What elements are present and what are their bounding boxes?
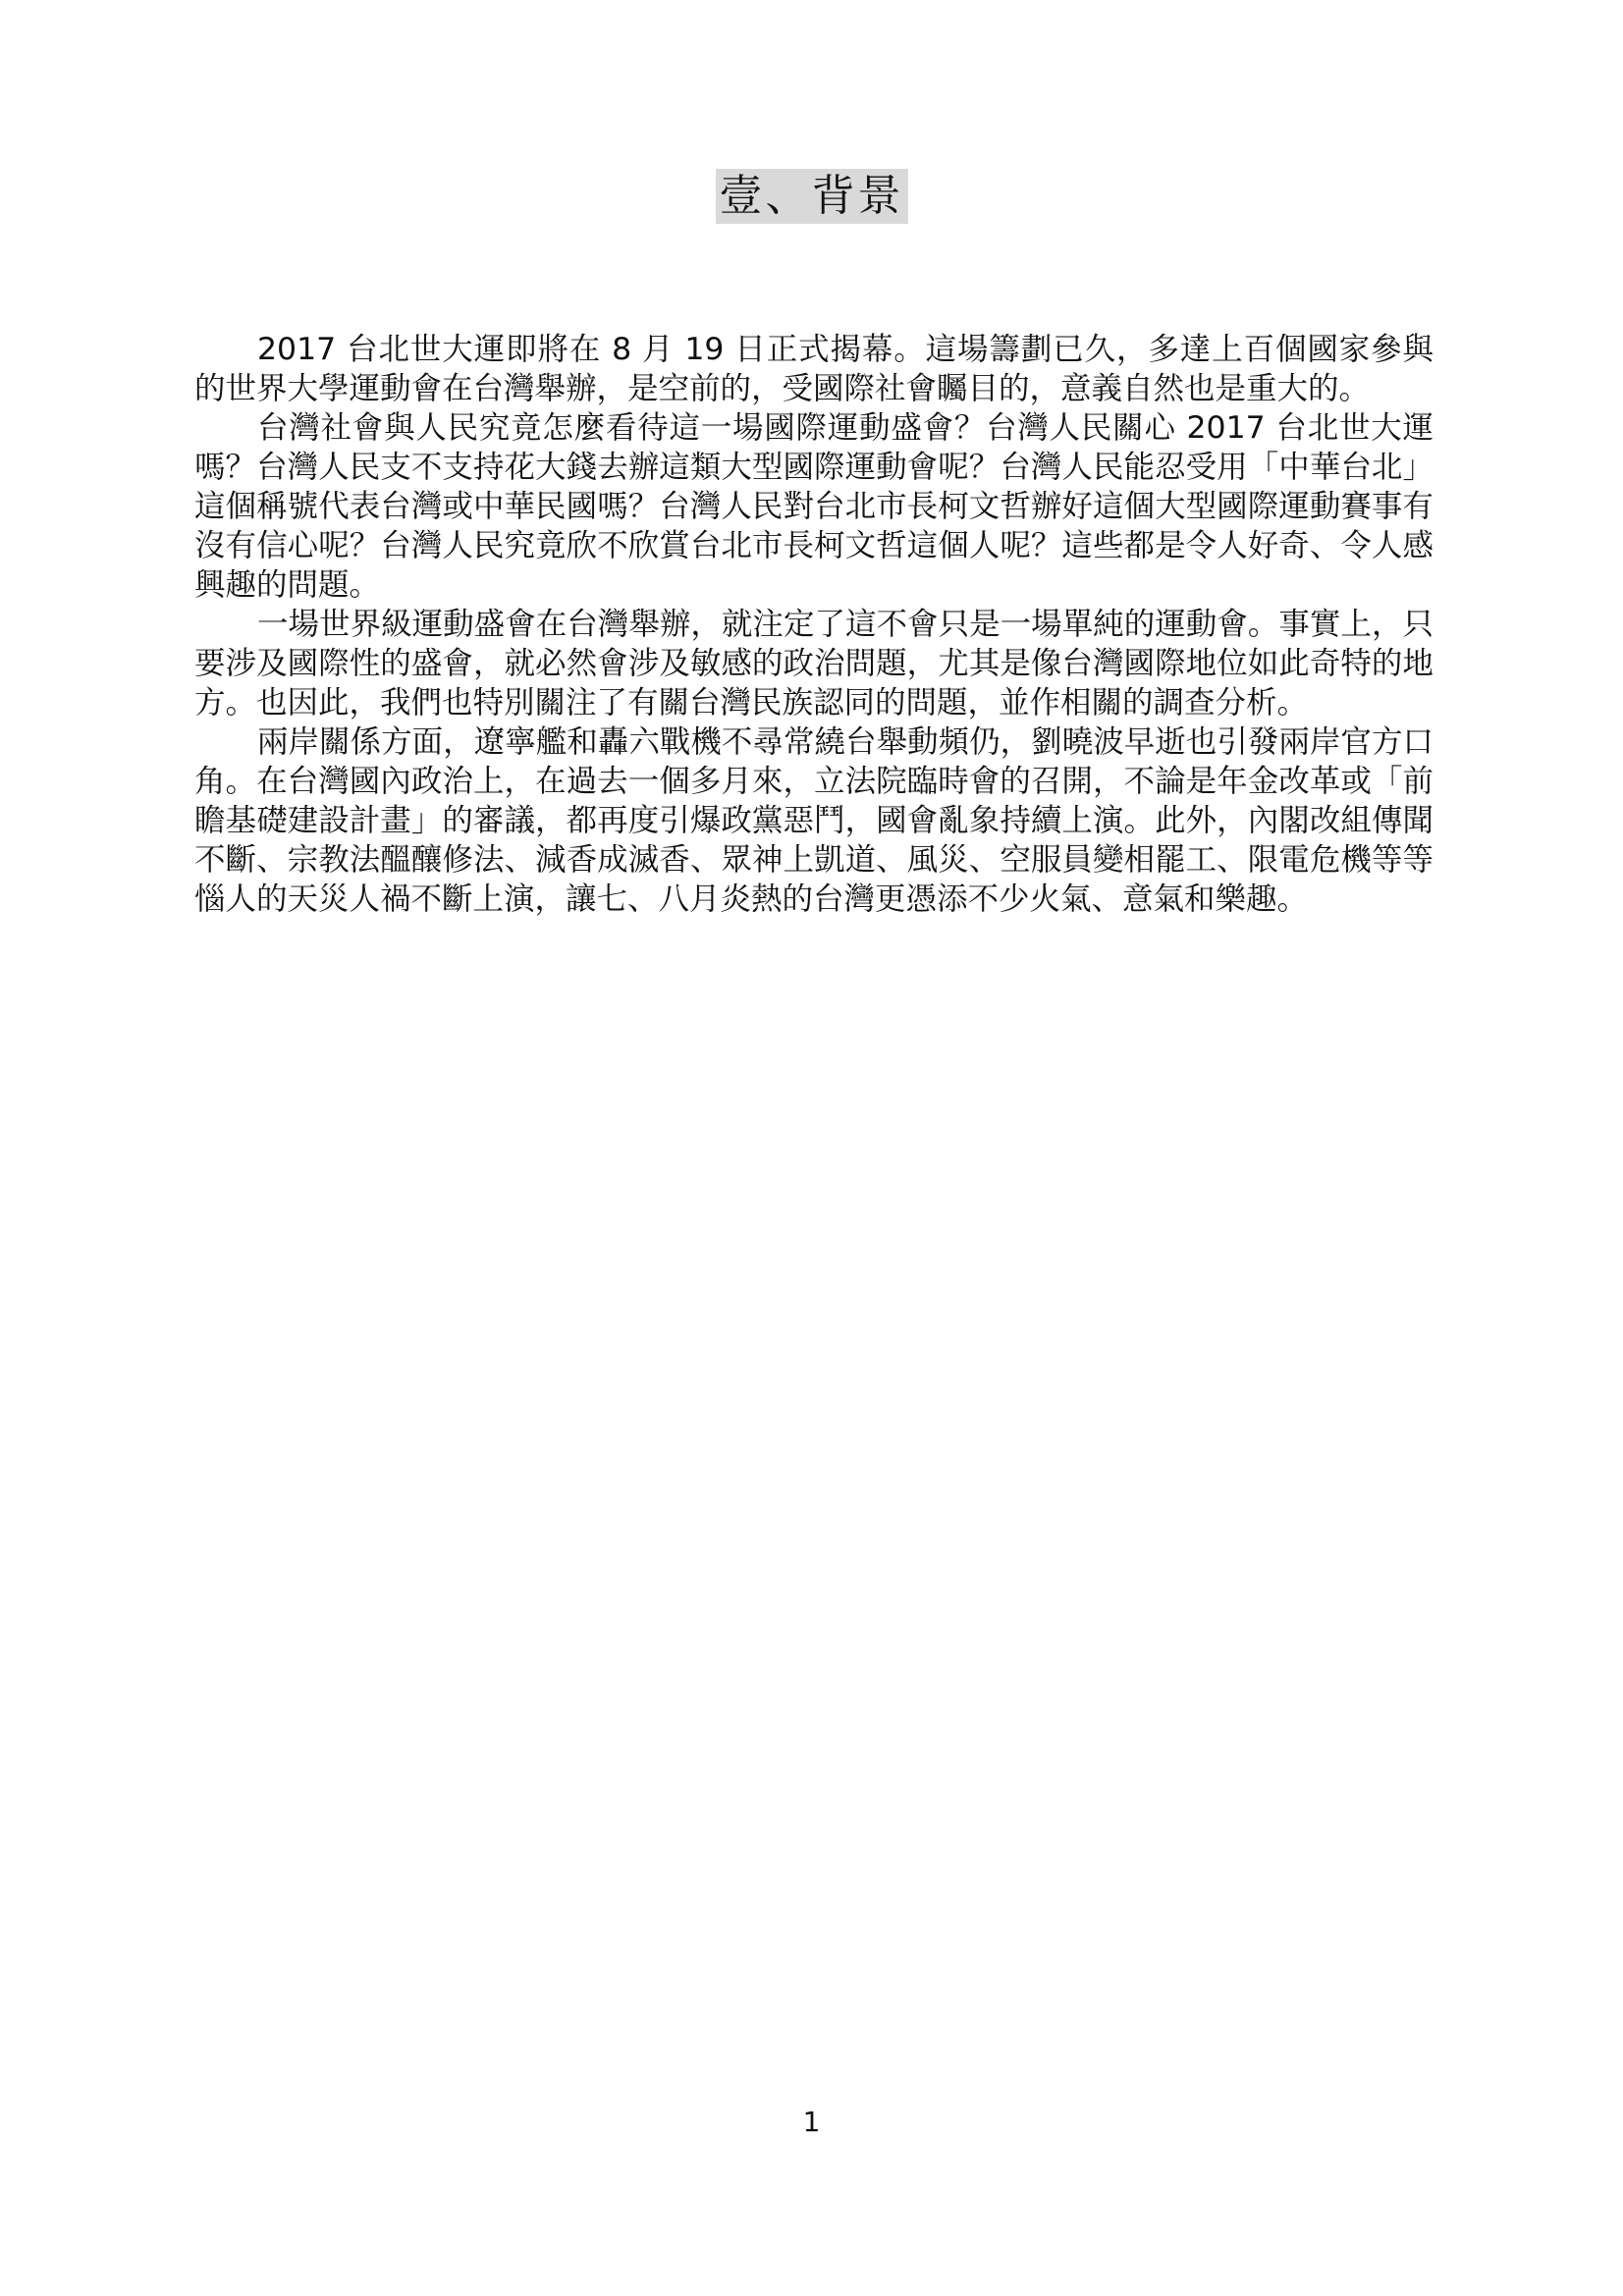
document-body — [194, 330, 1434, 919]
paragraph-2: 台灣社會與人民究竟怎麼看待這一場國際運動盛會？台灣人民關心 2017 台北世大運嗎？台灣人民支不支持花大錢去辦這類大型國際運動會呢？台灣人民能忍受用「中華台北」這個稱號代表台灣或中華民國嗎？台灣人民對台北市長柯文哲辦好這個大型國際運動賽事有沒有信心呢？台灣人民究竟欣不欣賞台北市長柯文哲這個人呢？這些都是令人好奇、令人感興趣的問題。 — [194, 410, 1434, 603]
page-number: 1 — [802, 2106, 821, 2138]
paragraph-1: 2017 台北世大運即將在 8 月 19 日正式揭幕。這場籌劃已久，多達上百個國家參與的世界大學運動會在台灣舉辦，是空前的，受國際社會矚目的，意義自然也是重大的。 — [194, 332, 1434, 406]
section-heading-container — [0, 169, 1623, 224]
section-heading: 壹、背景 — [716, 169, 908, 224]
paragraph-3: 一場世界級運動盛會在台灣舉辦，就注定了這不會只是一場單純的運動會。事實上，只要涉及國際性的盛會，就必然會涉及敏感的政治問題，尤其是像台灣國際地位如此奇特的地方。也因此，我們也特別關注了有關台灣民族認同的問題，並作相關的調查分析。 — [194, 607, 1434, 721]
paragraph-4: 兩岸關係方面，遼寧艦和轟六戰機不尋常繞台舉動頻仍，劉曉波早逝也引發兩岸官方口角。在台灣國內政治上，在過去一個多月來，立法院臨時會的召開，不論是年金改革或「前瞻基礎建設計畫」的審議，都再度引爆政黨惡鬥，國會亂象持續上演。此外，內閣改組傳聞不斷、宗教法醞釀修法、減香成滅香、眾神上凱道、風災、空服員變相罷工、限電危機等等惱人的天災人禍不斷上演，讓七、八月炎熱的台灣更憑添不少火氣、意氣和樂趣。 — [194, 724, 1434, 917]
